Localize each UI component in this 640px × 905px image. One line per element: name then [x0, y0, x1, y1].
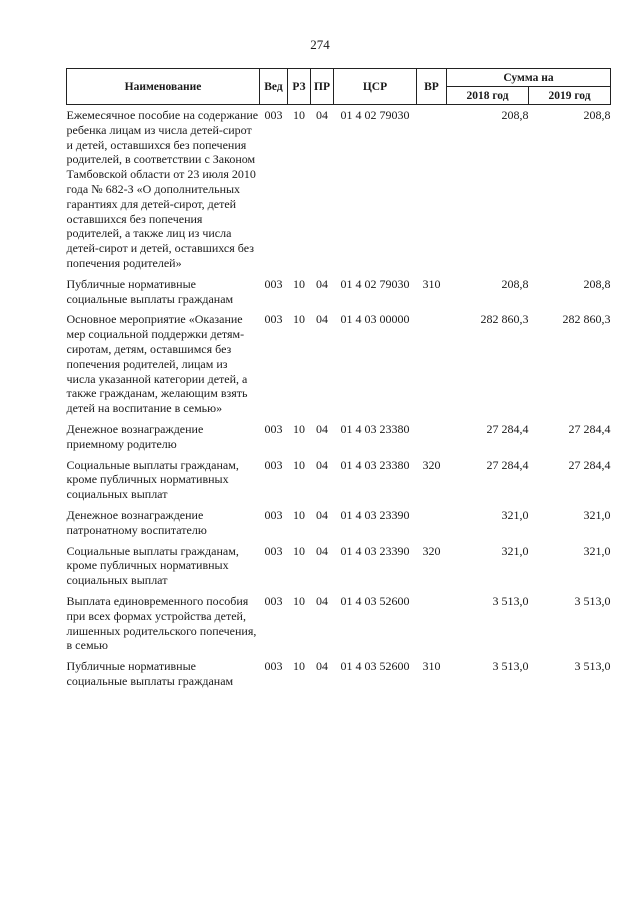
cell-csr: 01 4 02 79030	[340, 108, 410, 122]
cell-pr: 04	[316, 421, 328, 436]
cell-name: Социальные выплаты гражданам, кроме публичных нормативных социальных выплат	[66, 457, 239, 502]
header-pr: ПР	[311, 69, 334, 105]
cell-vr	[417, 422, 447, 458]
table-row	[67, 594, 611, 659]
table-row	[67, 659, 611, 695]
cell-csr: 01 4 03 23380	[340, 457, 410, 472]
header-name: Наименование	[67, 69, 260, 105]
table-header	[67, 69, 611, 105]
cell-name: Выплата единовременного пособия при всех формах устройства детей, лишенных родительского попечения, в семью	[66, 593, 257, 653]
cell-vr	[417, 594, 447, 659]
cell-sum-2019: 282 860,3	[562, 312, 611, 327]
cell-csr: 01 4 03 23380	[340, 421, 410, 436]
cell-ved: 003	[264, 457, 283, 472]
cell-sum-2019: 27 284,4	[568, 457, 611, 472]
cell-vr	[417, 312, 447, 422]
cell-rz: 10	[293, 659, 305, 674]
cell-sum-2019: 3 513,0	[574, 659, 611, 674]
cell-name: Ежемесячное пособие на содержание ребенка лицам из числа детей-сирот и детей, оставшихся без попечения родителей, в соответствии с Законом Тамбовской области от 23 июля 2010 года № 682-З «О дополнительных гарантиях для детей-сирот, детей оставшихся без попечения родителей, а также лиц из числа детей-сирот и детей, оставшихся без попечения родителей»	[66, 108, 259, 270]
cell-sum-2018: 282 860,3	[480, 312, 529, 327]
cell-pr: 04	[316, 312, 328, 327]
cell-rz: 10	[293, 543, 305, 558]
cell-vr	[417, 508, 447, 544]
cell-rz: 10	[293, 457, 305, 472]
cell-name: Денежное вознаграждение патронатному воспитателю	[66, 507, 207, 537]
cell-name: Публичные нормативные социальные выплаты гражданам	[66, 276, 234, 306]
page-number: 274	[310, 37, 330, 52]
cell-sum-2018: 27 284,4	[486, 457, 529, 472]
table-row	[67, 458, 611, 508]
header-rz: РЗ	[288, 69, 311, 105]
cell-rz: 10	[293, 593, 305, 608]
cell-sum-2019: 208,8	[583, 108, 611, 122]
cell-sum-2018: 3 513,0	[492, 659, 529, 674]
cell-name: Социальные выплаты гражданам, кроме публичных нормативных социальных выплат	[66, 543, 239, 588]
cell-pr: 04	[316, 108, 328, 122]
cell-sum-2018: 321,0	[501, 543, 529, 558]
header-year-2018: 2018 год	[447, 87, 529, 105]
header-ved: Вед	[260, 69, 288, 105]
cell-sum-2019: 27 284,4	[568, 421, 611, 436]
cell-vr: 320	[422, 543, 441, 558]
cell-name: Основное мероприятие «Оказание мер социальной поддержки детям-сиротам, детям, оставшимся без попечения родителей, лицам из числа указанной категории детей, а также гражданам, желающим взять детей на воспитание в семью»	[66, 312, 248, 416]
table-body	[67, 105, 611, 695]
cell-vr	[417, 108, 447, 277]
cell-sum-2019: 321,0	[583, 507, 611, 522]
cell-sum-2018: 27 284,4	[486, 421, 529, 436]
cell-ved: 003	[264, 108, 283, 122]
cell-ved: 003	[264, 276, 283, 291]
cell-sum-2019: 208,8	[583, 276, 611, 291]
cell-sum-2019: 3 513,0	[574, 593, 611, 608]
table-row	[67, 508, 611, 544]
budget-table	[66, 68, 611, 695]
table-row	[67, 108, 611, 277]
cell-pr: 04	[316, 507, 328, 522]
cell-ved: 003	[264, 507, 283, 522]
cell-csr: 01 4 03 00000	[340, 312, 410, 327]
cell-ved: 003	[264, 543, 283, 558]
cell-vr: 310	[422, 659, 441, 674]
cell-csr: 01 4 03 23390	[340, 543, 410, 558]
cell-sum-2018: 208,8	[501, 108, 529, 122]
header-year-2019: 2019 год	[529, 87, 611, 105]
header-vr: ВР	[417, 69, 447, 105]
cell-sum-2019: 321,0	[583, 543, 611, 558]
cell-rz: 10	[293, 312, 305, 327]
table-row	[67, 544, 611, 594]
cell-pr: 04	[316, 543, 328, 558]
cell-rz: 10	[293, 507, 305, 522]
cell-vr: 310	[422, 276, 441, 291]
cell-name: Публичные нормативные социальные выплаты гражданам	[66, 659, 234, 688]
cell-pr: 04	[316, 457, 328, 472]
cell-sum-2018: 321,0	[501, 507, 529, 522]
cell-rz: 10	[293, 276, 305, 291]
cell-ved: 003	[264, 659, 283, 674]
cell-ved: 003	[264, 593, 283, 608]
cell-pr: 04	[316, 593, 328, 608]
cell-pr: 04	[316, 276, 328, 291]
cell-name: Денежное вознаграждение приемному родителю	[66, 421, 204, 451]
cell-vr: 320	[422, 457, 441, 472]
cell-ved: 003	[264, 421, 283, 436]
cell-sum-2018: 208,8	[501, 276, 529, 291]
cell-ved: 003	[264, 312, 283, 327]
cell-csr: 01 4 03 52600	[340, 659, 410, 674]
cell-csr: 01 4 03 52600	[340, 593, 410, 608]
cell-sum-2018: 3 513,0	[492, 593, 529, 608]
cell-rz: 10	[293, 421, 305, 436]
cell-rz: 10	[293, 108, 305, 122]
table-row	[67, 277, 611, 313]
header-sum: Сумма на	[447, 69, 611, 87]
table-row	[67, 422, 611, 458]
cell-csr: 01 4 02 79030	[340, 276, 410, 291]
table-row	[67, 312, 611, 422]
header-csr: ЦСР	[334, 69, 417, 105]
cell-pr: 04	[316, 659, 328, 674]
cell-csr: 01 4 03 23390	[340, 507, 410, 522]
